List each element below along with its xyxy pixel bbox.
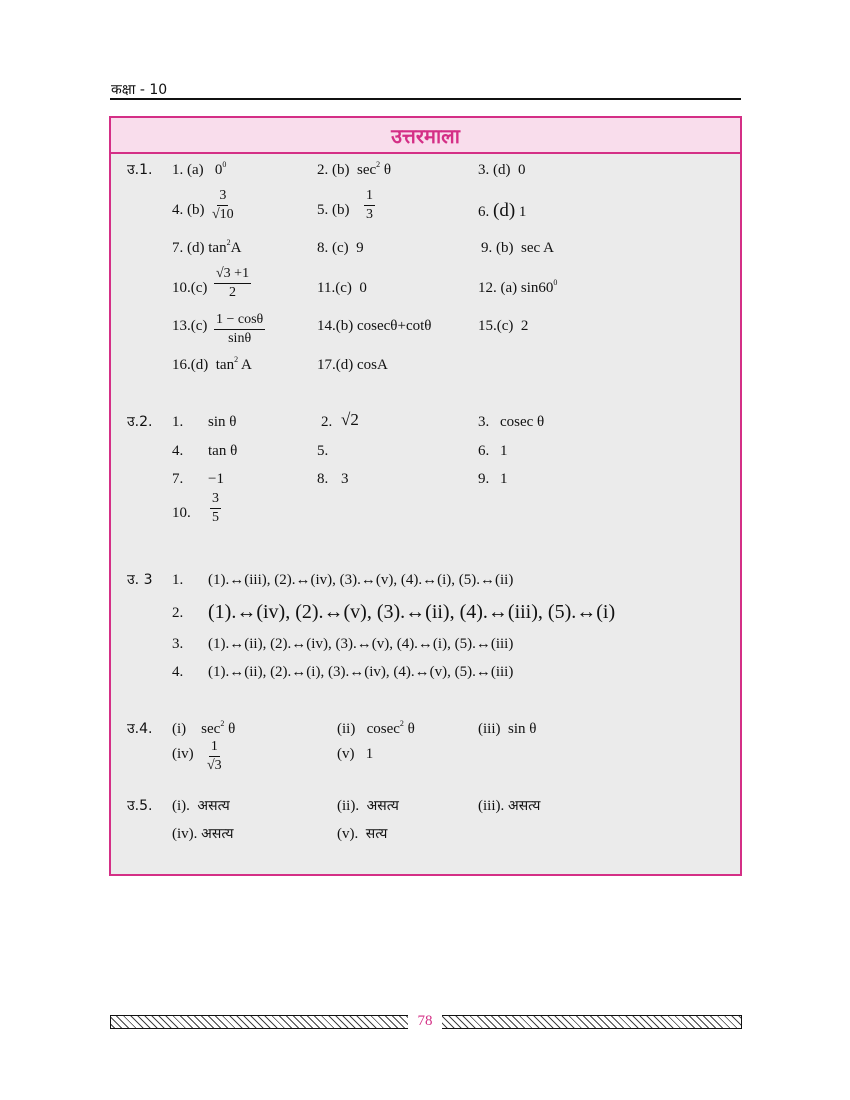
q2-answer-2: √2 [341,410,359,429]
q1-answer-10-label: 10.(c) [172,280,208,296]
q4-answer-i: (i) $\sec^2 \theta$ [172,719,236,737]
q1-answer-17: 17.(d) cosA [317,357,388,373]
q5-answer-ii: (ii). असत्य [337,798,399,814]
q1-answer-4-fraction: $\frac{3}{√10}$ [212,188,234,222]
q1-answer-9: 9. (b) sec A [481,240,554,256]
q1-answer-10-fraction: $\frac{√3 +1}{2}$ [216,266,250,300]
q2-num-4: 4. [172,443,184,459]
q4-answer-v: (v) 1 [337,746,374,762]
q2-answer-4: tan θ [208,443,238,459]
q2-answer-8: 3 [341,471,349,487]
q2-answer-1: sin θ [208,414,237,430]
q2-num-5: 5. [317,443,329,459]
q2-num-8: 8. [317,471,329,487]
q5-answer-iii: (iii). असत्य [478,798,541,814]
q1-label: उ.1. [127,162,153,178]
q3-num-4: 4. [172,664,184,680]
q2-num-9: 9. [478,471,490,487]
q2-answer-3: cosec θ [500,414,545,430]
class-label: कक्षा - 10 [111,82,168,98]
q2-answer-7: −1 [208,471,224,487]
answer-box [109,116,742,876]
q1-answer-4-label: 4. (b) [172,202,205,218]
q5-answer-iv: (iv). असत्य [172,826,234,842]
page-title: उत्तरमाला [391,123,460,148]
q1-answer-15: 15.(c) 2 [478,318,529,334]
page-number: 78 [408,1008,442,1034]
q4-answer-iii: (iii) sin θ [478,721,537,737]
q2-num-1: 1. [172,414,184,430]
q1-answer-14: 14.(b) cosecθ+cotθ [317,318,432,334]
q1-answer-16: 16.(d) $\tan^2 A$ [172,355,252,373]
q1-answer-5-fraction: $\frac{1}{3}$ [366,188,373,222]
q2-num-3: 3. [478,414,490,430]
q2-answer-10-fraction: $\frac{3}{5}$ [212,491,219,525]
q2-label: उ.2. [127,414,153,430]
q1-answer-11: 11.(c) 0 [317,280,367,296]
q3-answer-4: (1).↔(ii), (2).↔(i), (3).↔(iv), (4).↔(v), (5).↔(iii) [208,664,514,680]
q3-num-3: 3. [172,636,184,652]
q5-label: उ.5. [127,798,153,814]
q3-answer-1: (1).↔(iii), (2).↔(iv), (3).↔(v), (4).↔(i), (5).↔(ii) [208,572,514,588]
q3-answer-3: (1).↔(ii), (2).↔(iv), (3).↔(v), (4).↔(i), (5).↔(iii) [208,636,514,652]
q1-answer-7: 7. (d) $\tan^2A$ [172,238,242,256]
q2-answer-6: 1 [500,443,508,459]
q4-label: उ.4. [127,721,153,737]
q3-num-1: 1. [172,572,184,588]
q1-answer-5-label: 5. (b) [317,202,350,218]
header-rule [110,98,741,100]
q3-label: उ. 3 [127,572,153,588]
q4-answer-iv-fraction: $\frac{1}{√3}$ [207,739,222,773]
q1-answer-6: 6. (d) 1 [478,200,527,221]
q4-answer-ii: (ii) cosec$^2$ θ [337,719,415,737]
q2-answer-9: 1 [500,471,508,487]
q2-num-10: 10. [172,505,191,521]
q3-answer-2: (1).↔(iv), (2).↔(v), (3).↔(ii), (4).↔(iii), (5).↔(i) [208,601,616,623]
q2-num-6: 6. [478,443,490,459]
q4-num-iv: (iv) [172,746,194,762]
q1-answer-2: 2. (b) $\sec^2 \theta$ [317,160,392,178]
q5-answer-i: (i). असत्य [172,798,230,814]
q1-answer-13-fraction: $\frac{1 - \cos\theta}{\sin\theta}$ [216,312,264,346]
q1-answer-8: 8. (c) 9 [317,240,364,256]
q1-answer-12: 12. (a) $\sin 60^0$ [478,278,558,296]
q2-num-2: 2. [321,414,333,430]
q2-num-7: 7. [172,471,184,487]
q3-num-2: 2. [172,605,184,621]
q1-answer-3: 3. (d) 0 [478,162,526,178]
q1-answer-13-label: 13.(c) [172,318,208,334]
q1-answer-1: 1. (a) $0^0$ [172,160,227,178]
q5-answer-v: (v). सत्य [337,826,388,842]
